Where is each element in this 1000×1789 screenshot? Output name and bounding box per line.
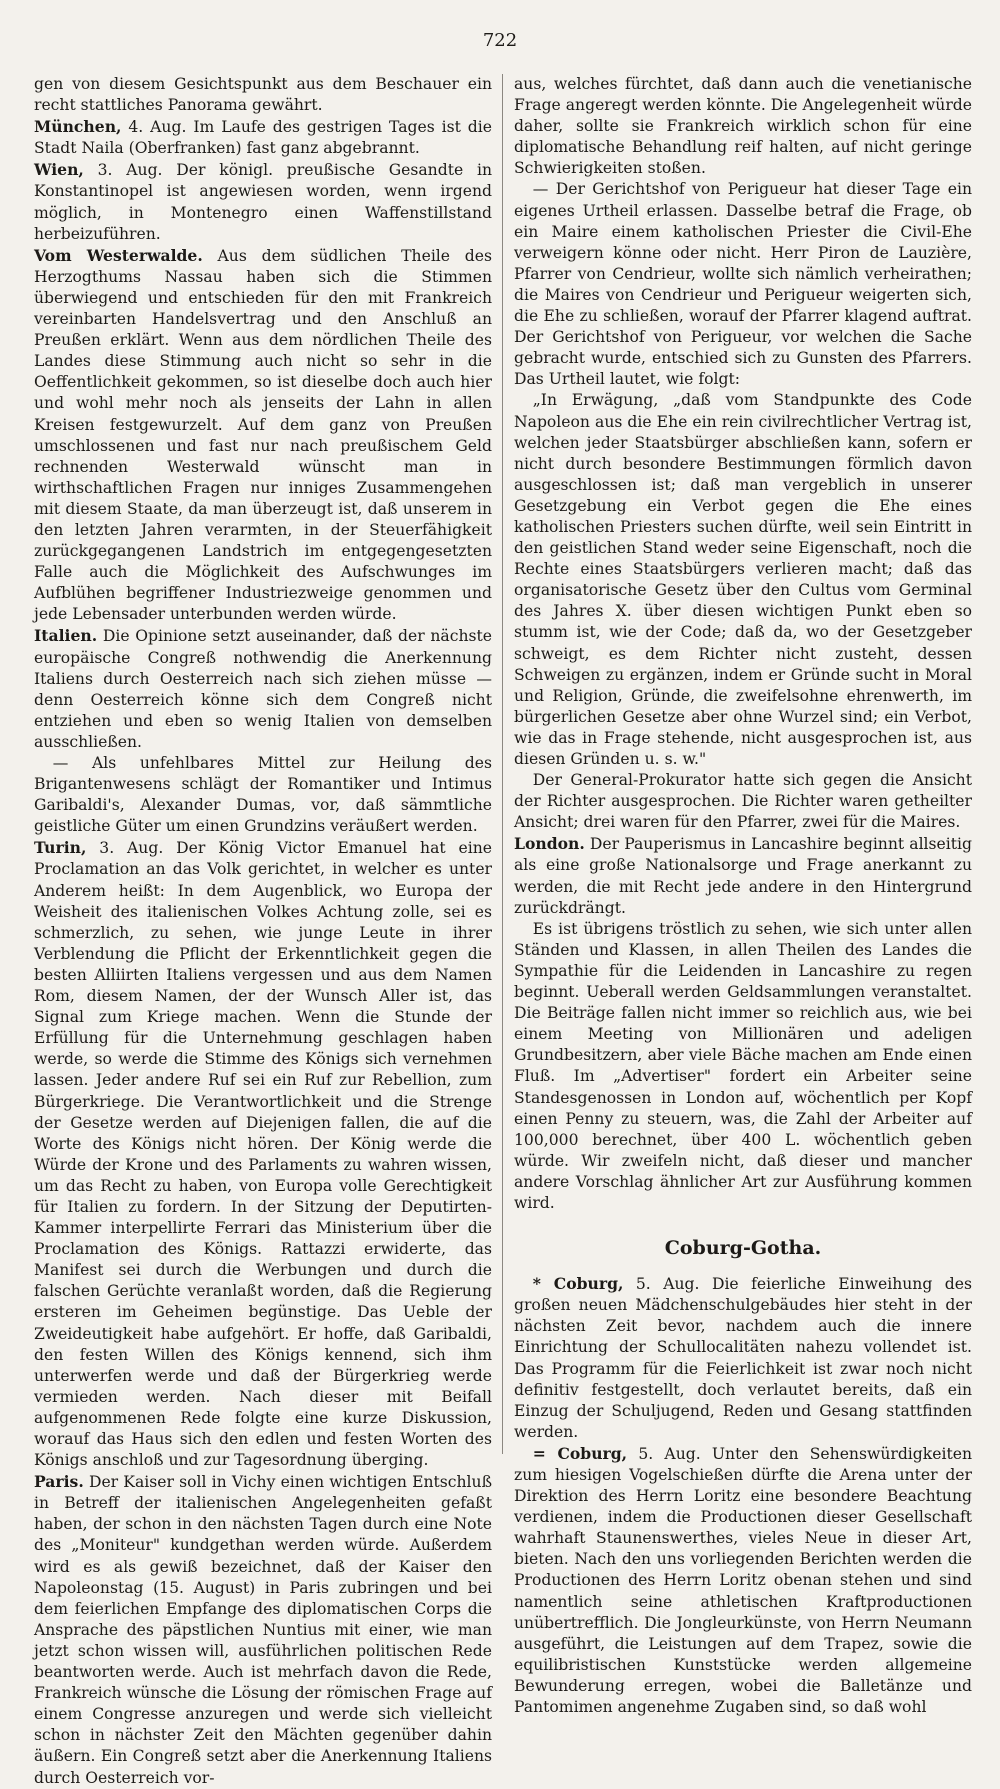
dateline-heading: = Coburg, bbox=[532, 1443, 628, 1463]
paragraph-text: — Als unfehlbares Mittel zur Heilung des Brigantenwesens schlägt der Romantiker und Intimus Garibaldi's, Alexander Dumas, vor, daß sämmtliche geistliche Güter um einen Grundzins veräußert werden. bbox=[34, 754, 492, 836]
article-paragraph bbox=[514, 770, 972, 833]
dateline-heading: London. bbox=[514, 834, 585, 854]
dateline-heading: Vom Westerwalde. bbox=[34, 245, 203, 265]
paragraph-text: Der General-Prokurator hatte sich gegen die Ansicht der Richter ausgesprochen. Die Richter waren getheilter Ansicht; drei waren für den Pfarrer, zwei für die Maires. bbox=[514, 771, 972, 832]
paragraph-text: „In Erwägung, „daß vom Standpunkte des Code Napoleon aus die Ehe ein rein civilrechtlicher Vertrag ist, welchen jeder Staatsbürger abschließen kann, sofern er nicht durch besondere Bestimmungen förmlich davon ausgeschlossen ist; daß man vergeblich in unserer Gesetzgebung ein Verbot gegen die Ehe eines katholischen Priesters suchen dürfte, weil sein Eintritt in den geistlichen Stand weder seine Eigenschaft, noch die Rechte eines Staatsbürgers verlieren macht; daß das organisatorische Gesetz über den Cultus vom Germinal des Jahres X. über diesen wichtigen Punkt eben so stumm ist, wie der Code; daß da, wo der Gesetzgeber schweigt, es dem Richter nicht zusteht, dessen Schweigen zu ergänzen, indem er Gründe sucht in Moral und Religion, Gründe, die zweifelsohne ehrenwerth, im bürgerlichen Gesetze aber ohne Wurzel sind; ein Verbot, wie das in Frage stehende, nicht ausgesprochen ist, aus diesen Gründen u. s. w." bbox=[514, 391, 972, 768]
right-column-articles bbox=[514, 74, 972, 1214]
paragraph-text: 5. Aug. Unter den Sehenswürdigkeiten zum hiesigen Vogelschießen dürfte die Arena unter der Direktion des Herrn Loritz eine besondere Beachtung verdienen, indem die Productionen dieser Gesellschaft wahrhaft Staunenswerthes, vieles Neue in dieser Art, bieten. Nach den uns vorliegenden Berichten werden die Productionen des Herrn Loritz obenan stehen und sind namentlich seine athletischen Kraftproductionen unübertrefflich. Die Jongleurkünste, von Herrn Neumann ausgeführt, die Leistungen auf dem Trapez, sowie die equilibristischen Kunststücke werden allgemeine Bewunderung erregen, wobei die Balletänze und Pantomimen angenehme Zugaben sind, so daß wohl bbox=[514, 1444, 972, 1717]
paragraph-text: Aus dem südlichen Theile des Herzogthums Nassau haben sich die Stimmen überwiegend und entschieden für den mit Frankreich vereinbarten Handelsvertrag und den Anschluß an Preußen erklärt. Wenn aus dem nördlichen Theile des Landes diese Stimmung auch nicht so sehr in die Oeffentlichkeit gekommen, so ist dieselbe doch auch hier und wohl mehr noch als jenseits der Lahn in allen Kreisen festgewurzelt. Auf dem ganz von Preußen umschlossenen und fast nur nach preußischem Geld rechnenden Westerwald wünscht man in wirthschaftlichen Fragen nur inniges Zusammengehen mit diesem Staate, da man überzeugt ist, daß unserem in den letzten Jahren verarmten, in der Steuerfähigkeit zurückgegangenen Landstrich im entgegengesetzten Falle auch die Möglichkeit des Aufschwunges im Aufblühen begriffener Industriezweige genommen und jede Lebensader unterbunden werden würde. bbox=[34, 246, 492, 624]
right-column bbox=[514, 74, 972, 1718]
dateline-heading: Wien, bbox=[34, 160, 84, 180]
paragraph-text: aus, welches fürchtet, daß dann auch die venetianische Frage angeregt werden könnte. Die Angelegenheit würde daher, sollte sie Frankreich wirklich schon für eine diplomatische Behandlung reif halten, auf nicht geringe Schwierigkeiten stoßen. bbox=[514, 75, 972, 178]
article-paragraph bbox=[34, 159, 492, 244]
dateline-heading: Italien. bbox=[34, 626, 98, 646]
page-number: 722 bbox=[482, 30, 518, 51]
article-paragraph bbox=[34, 116, 492, 159]
paragraph-text: Der Kaiser soll in Vichy einen wichtigen Entschluß in Betreff der italienischen Angelegenheiten gefaßt haben, der schon in den nächsten Tagen durch eine Note des „Moniteur" kundgethan werden würde. Außerdem wird es als gewiß bezeichnet, daß der Kaiser den Napoleonstag (15. August) in Paris zubringen und bei dem feierlichen Empfange des diplomatischen Corps die Ansprache des päpstlichen Nuntius mit einer, wie man jetzt schon wissen will, ausführlichen politischen Rede beantworten werde. Auch ist mehrfach davon die Rede, Frankreich wünsche die Lösung der römischen Frage auf einem Congresse anzuregen und werde sich vielleicht schon in nächster Zeit den Mächten gegenüber dahin äußern. Ein Congreß setzt aber die Anerkennung Italiens durch Oesterreich vor- bbox=[34, 1473, 492, 1787]
article-paragraph bbox=[514, 833, 972, 918]
article-paragraph bbox=[34, 74, 492, 116]
paragraph-text: Die Opinione setzt auseinander, daß der nächste europäische Congreß nothwendig die Anerkennung Italiens durch Oesterreich nach sich ziehen müsse — denn Oesterreich könne sich dem Congreß nicht entziehen und eben so wenig Italien von demselben ausschließen. bbox=[34, 627, 492, 751]
article-paragraph bbox=[34, 245, 492, 626]
article-paragraph bbox=[514, 390, 972, 770]
article-paragraph bbox=[514, 1273, 972, 1443]
paragraph-text: — Der Gerichtshof von Perigueur hat dieser Tage ein eigenes Urtheil erlassen. Dasselbe betraf die Frage, ob ein Maire einem katholischen Priester die Civil-Ehe verweigern könne oder nicht. Herr Piron de Lauzière, Pfarrer von Cendrieur, wollte sich nämlich verheirathen; die Maires von Cendrieur und Perigueur weigerten sich, die Ehe zu schließen, worauf der Pfarrer klagend auftrat. Der Gerichtshof von Perigueur, vor welchen die Sache gebracht wurde, entschied sich zu Gunsten des Pfarrers. Das Urtheil lautet, wie folgt: bbox=[514, 180, 972, 389]
article-paragraph bbox=[34, 1471, 492, 1788]
dateline-heading: München, bbox=[34, 117, 122, 137]
left-column bbox=[34, 74, 492, 1789]
article-paragraph bbox=[514, 74, 972, 179]
paragraph-text: 3. Aug. Der König Victor Emanuel hat eine Proclamation an das Volk gerichtet, in welcher es unter Anderem heißt: In dem Augenblick, wo Europa der Weisheit des italienischen Volkes Achtung zolle, sei es schmerzlich, zu sehen, wie junge Leute in ihrer Verblendung die Pflicht der Erkenntlichkeit gegen die besten Alliirten Italiens vergessen und aus dem Namen Rom, diesem Namen, der der Wunsch Aller ist, das Signal zum Kriege machen. Wenn die Stunde der Erfüllung für die Unternehmung geschlagen haben werde, so werde die Stimme des Königs sich vernehmen lassen. Jeder andere Ruf sei ein Ruf zur Rebellion, zum Bürgerkriege. Die Verantwortlichkeit und die Strenge der Gesetze werden auf Diejenigen fallen, die auf die Worte des Königs nicht hören. Der König werde die Würde der Krone und des Parlaments zu wahren wissen, um das Recht zu haben, von Europa volle Gerechtigkeit für Italien zu fordern. In der Sitzung der Deputirten-Kammer interpellirte Ferrari das Ministerium über die Proclamation des Königs. Rattazzi erwiderte, das Manifest sei durch die Werbungen und durch die falschen Gerüchte veranlaßt worden, daß die Regierung ersteren im Geheimen begünstige. Das Ueble der Zweideutigkeit habe aufgehört. Er hoffe, daß Garibaldi, den festen Willen des Königs kennend, sich ihm unterwerfen werde und daß der Bürgerkrieg werde vermieden werden. Nach dieser mit Beifall aufgenommenen Rede folgte eine kurze Diskussion, worauf das Haus sich den edlen und festen Worten des Königs anschloß und zur Tagesordnung überging. bbox=[34, 839, 492, 1470]
column-divider bbox=[502, 74, 503, 1454]
paragraph-text: gen von diesem Gesichtspunkt aus dem Beschauer ein recht stattliches Panorama gewährt. bbox=[34, 75, 492, 115]
paragraph-text: Es ist übrigens tröstlich zu sehen, wie sich unter allen Ständen und Klassen, in allen Theilen des Landes die Sympathie für die Leidenden in Lancashire zu regen beginnt. Ueberall werden Geldsammlungen veranstaltet. Die Beiträge fallen nicht immer so reichlich aus, wie bei einem Meeting von Millionären und adeligen Grundbesitzern, aber viele Bäche machen am Ende einen Fluß. Im „Advertiser" fordert ein Arbeiter seine Standesgenossen in London auf, wöchentlich per Kopf einen Penny zu steuern, was, die Zahl der Arbeiter auf 100,000 berechnet, über 400 L. wöchentlich geben würde. Wir zweifeln nicht, daß dieser und mancher andere Vorschlag ähnlicher Art zur Ausführung kommen wird. bbox=[514, 919, 972, 1212]
right-column-local-articles bbox=[514, 1273, 972, 1718]
dateline-heading: Turin, bbox=[34, 838, 87, 858]
article-paragraph bbox=[514, 919, 972, 1214]
paragraph-text: 5. Aug. Die feierliche Einweihung des großen neuen Mädchenschulgebäudes hier steht in der nächsten Zeit bevor, nachdem auch die innere Einrichtung der Schullocalitäten nahezu vollendet ist. Das Programm für die Feierlichkeit ist zwar noch nicht definitiv festgestellt, doch verlautet bereits, daß ein Einzug der Schuljugend, Reden und Gesang stattfinden werden. bbox=[514, 1275, 973, 1441]
dateline-heading: Paris. bbox=[34, 1472, 84, 1492]
article-paragraph bbox=[514, 1443, 972, 1718]
paragraph-text: 3. Aug. Der königl. preußische Gesandte in Konstantinopel ist angewiesen worden, wenn irgend möglich, in Montenegro einen Waffenstillstand herbeizuführen. bbox=[34, 161, 492, 243]
paragraph-text: 4. Aug. Im Laufe des gestrigen Tages ist die Stadt Naila (Oberfranken) fast ganz abgebrannt. bbox=[34, 118, 492, 158]
article-paragraph bbox=[34, 837, 492, 1471]
article-paragraph bbox=[514, 179, 972, 390]
paragraph-text: Der Pauperismus in Lancashire beginnt allseitig als eine große Nationalsorge und Frage anerkannt zu werden, die mit Recht jede andere in den Hintergrund zurückdrängt. bbox=[514, 835, 972, 917]
article-paragraph bbox=[34, 753, 492, 837]
dateline-heading: * Coburg, bbox=[532, 1274, 624, 1294]
article-paragraph bbox=[34, 625, 492, 753]
section-heading: Coburg-Gotha. bbox=[664, 1237, 822, 1260]
